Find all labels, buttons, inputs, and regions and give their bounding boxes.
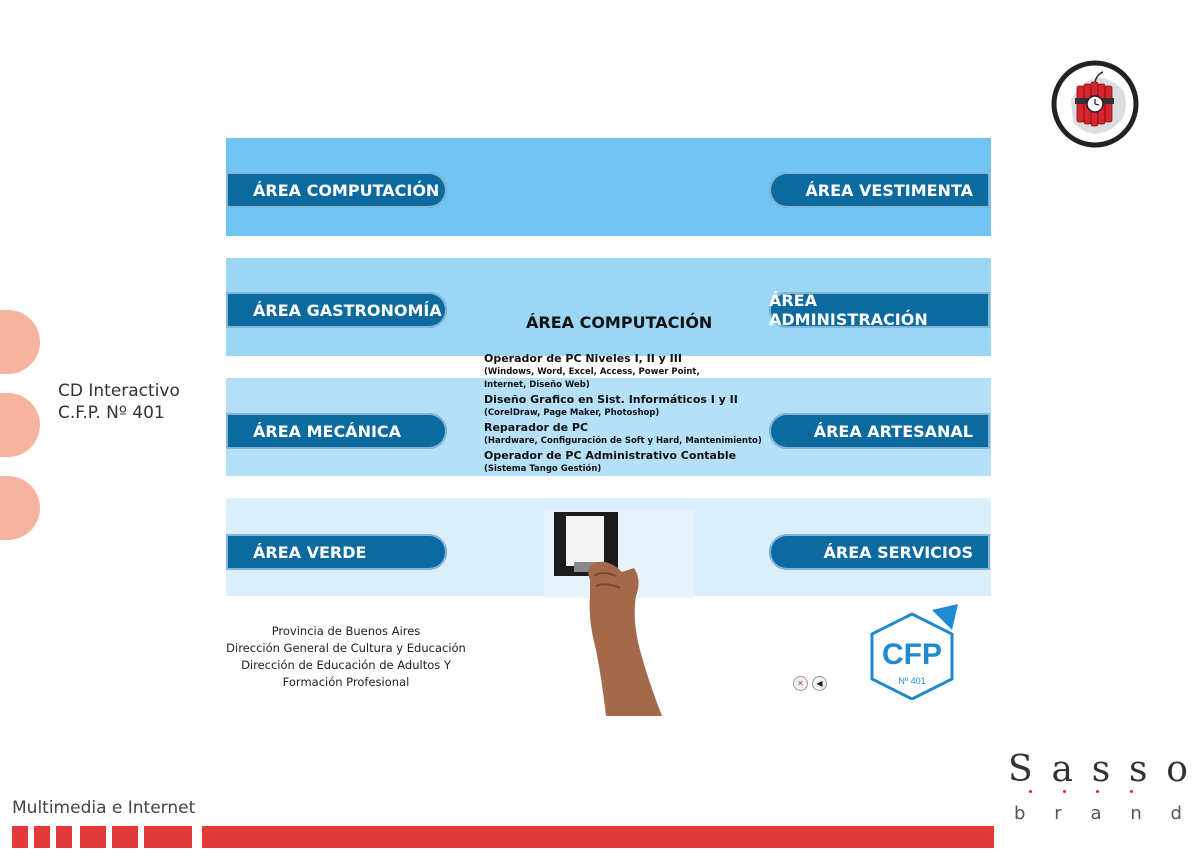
sasso-dots [1008,790,1188,793]
sasso-letter: S [1008,749,1033,790]
side-caption-line2: C.F.P. Nº 401 [58,403,165,423]
area-artesanal-label: ÁREA ARTESANAL [813,421,973,441]
speaker-icon: ◀ [816,679,823,688]
decor-half-circle-3 [0,476,40,540]
side-caption-line1: CD Interactivo [58,381,180,401]
brand-letter: n [1130,803,1142,824]
hand-floppy-illustration [544,510,694,716]
area-computacion-button[interactable] [226,172,447,208]
course-detail: (Windows, Word, Excel, Access, Power Point, [484,367,700,377]
sasso-letter: s [1091,749,1111,790]
sasso-brand-logo [1008,749,1188,824]
area-computacion-label: ÁREA COMPUTACIÓN [253,180,440,200]
area-servicios-label: ÁREA SERVICIOS [823,542,973,562]
footer-label: Multimedia e Internet [12,798,196,818]
brand-letter: r [1054,803,1062,824]
side-caption [58,380,180,424]
course-name: Operador de PC Niveles I, II y III [484,352,682,365]
cfp-logo-number: Nº 401 [898,676,926,686]
area-gastronomia-label: ÁREA GASTRONOMÍA [253,300,442,320]
course-detail: (Hardware, Configuración de Soft y Hard, Mantenimiento) [484,436,762,446]
course-detail: Internet, Diseño Web) [484,380,590,390]
brand-letter: d [1170,803,1182,824]
area-vestimenta-label: ÁREA VESTIMENTA [805,180,973,200]
sound-button[interactable] [812,676,827,691]
area-mecanica-button[interactable] [226,413,447,449]
course-item [484,351,784,392]
main-panel [226,138,991,716]
province-line3: Dirección de Educación de Adultos Y [241,658,451,672]
decor-half-circle-1 [0,310,40,374]
area-artesanal-button[interactable] [769,413,990,449]
course-list [484,351,784,476]
area-servicios-button[interactable] [769,534,990,570]
cfp-logo [862,604,962,700]
course-item [484,392,784,420]
province-info [226,623,466,691]
course-name: Diseño Grafico en Sist. Informáticos I y II [484,393,738,406]
course-name: Operador de PC Administrativo Contable [484,449,737,462]
center-title: ÁREA COMPUTACIÓN [526,313,713,332]
course-item [484,448,784,476]
cfp-logo-text: CFP [882,638,942,671]
area-verde-button[interactable] [226,534,447,570]
province-line1: Provincia de Buenos Aires [271,624,421,638]
sasso-brand-word [1008,803,1188,824]
area-administracion-label: ÁREA ADMINISTRACIÓN [769,291,928,329]
area-administracion-button[interactable] [769,292,990,328]
sasso-letter: o [1166,749,1188,790]
course-detail: (Sistema Tango Gestión) [484,464,602,474]
cfp-logo-shape-icon [862,604,962,700]
sasso-letter: s [1129,749,1148,790]
province-line4: Formación Profesional [282,675,410,689]
area-verde-label: ÁREA VERDE [253,542,367,562]
area-mecanica-label: ÁREA MECÁNICA [253,421,402,441]
brand-letter: b [1014,803,1026,824]
area-vestimenta-button[interactable] [769,172,990,208]
area-gastronomia-button[interactable] [226,292,447,328]
province-line2: Dirección General de Cultura y Educación [226,641,466,655]
decor-half-circle-2 [0,393,40,457]
mute-button[interactable] [793,676,808,691]
brand-letter: a [1090,803,1102,824]
sasso-letter: a [1051,749,1073,790]
mute-icon: ✕ [797,679,804,688]
sasso-letters [1008,749,1188,790]
dynamite-logo-icon [1051,60,1139,148]
course-detail: (CorelDraw, Page Maker, Photoshop) [484,408,660,418]
course-item [484,420,784,448]
course-name: Reparador de PC [484,421,589,434]
